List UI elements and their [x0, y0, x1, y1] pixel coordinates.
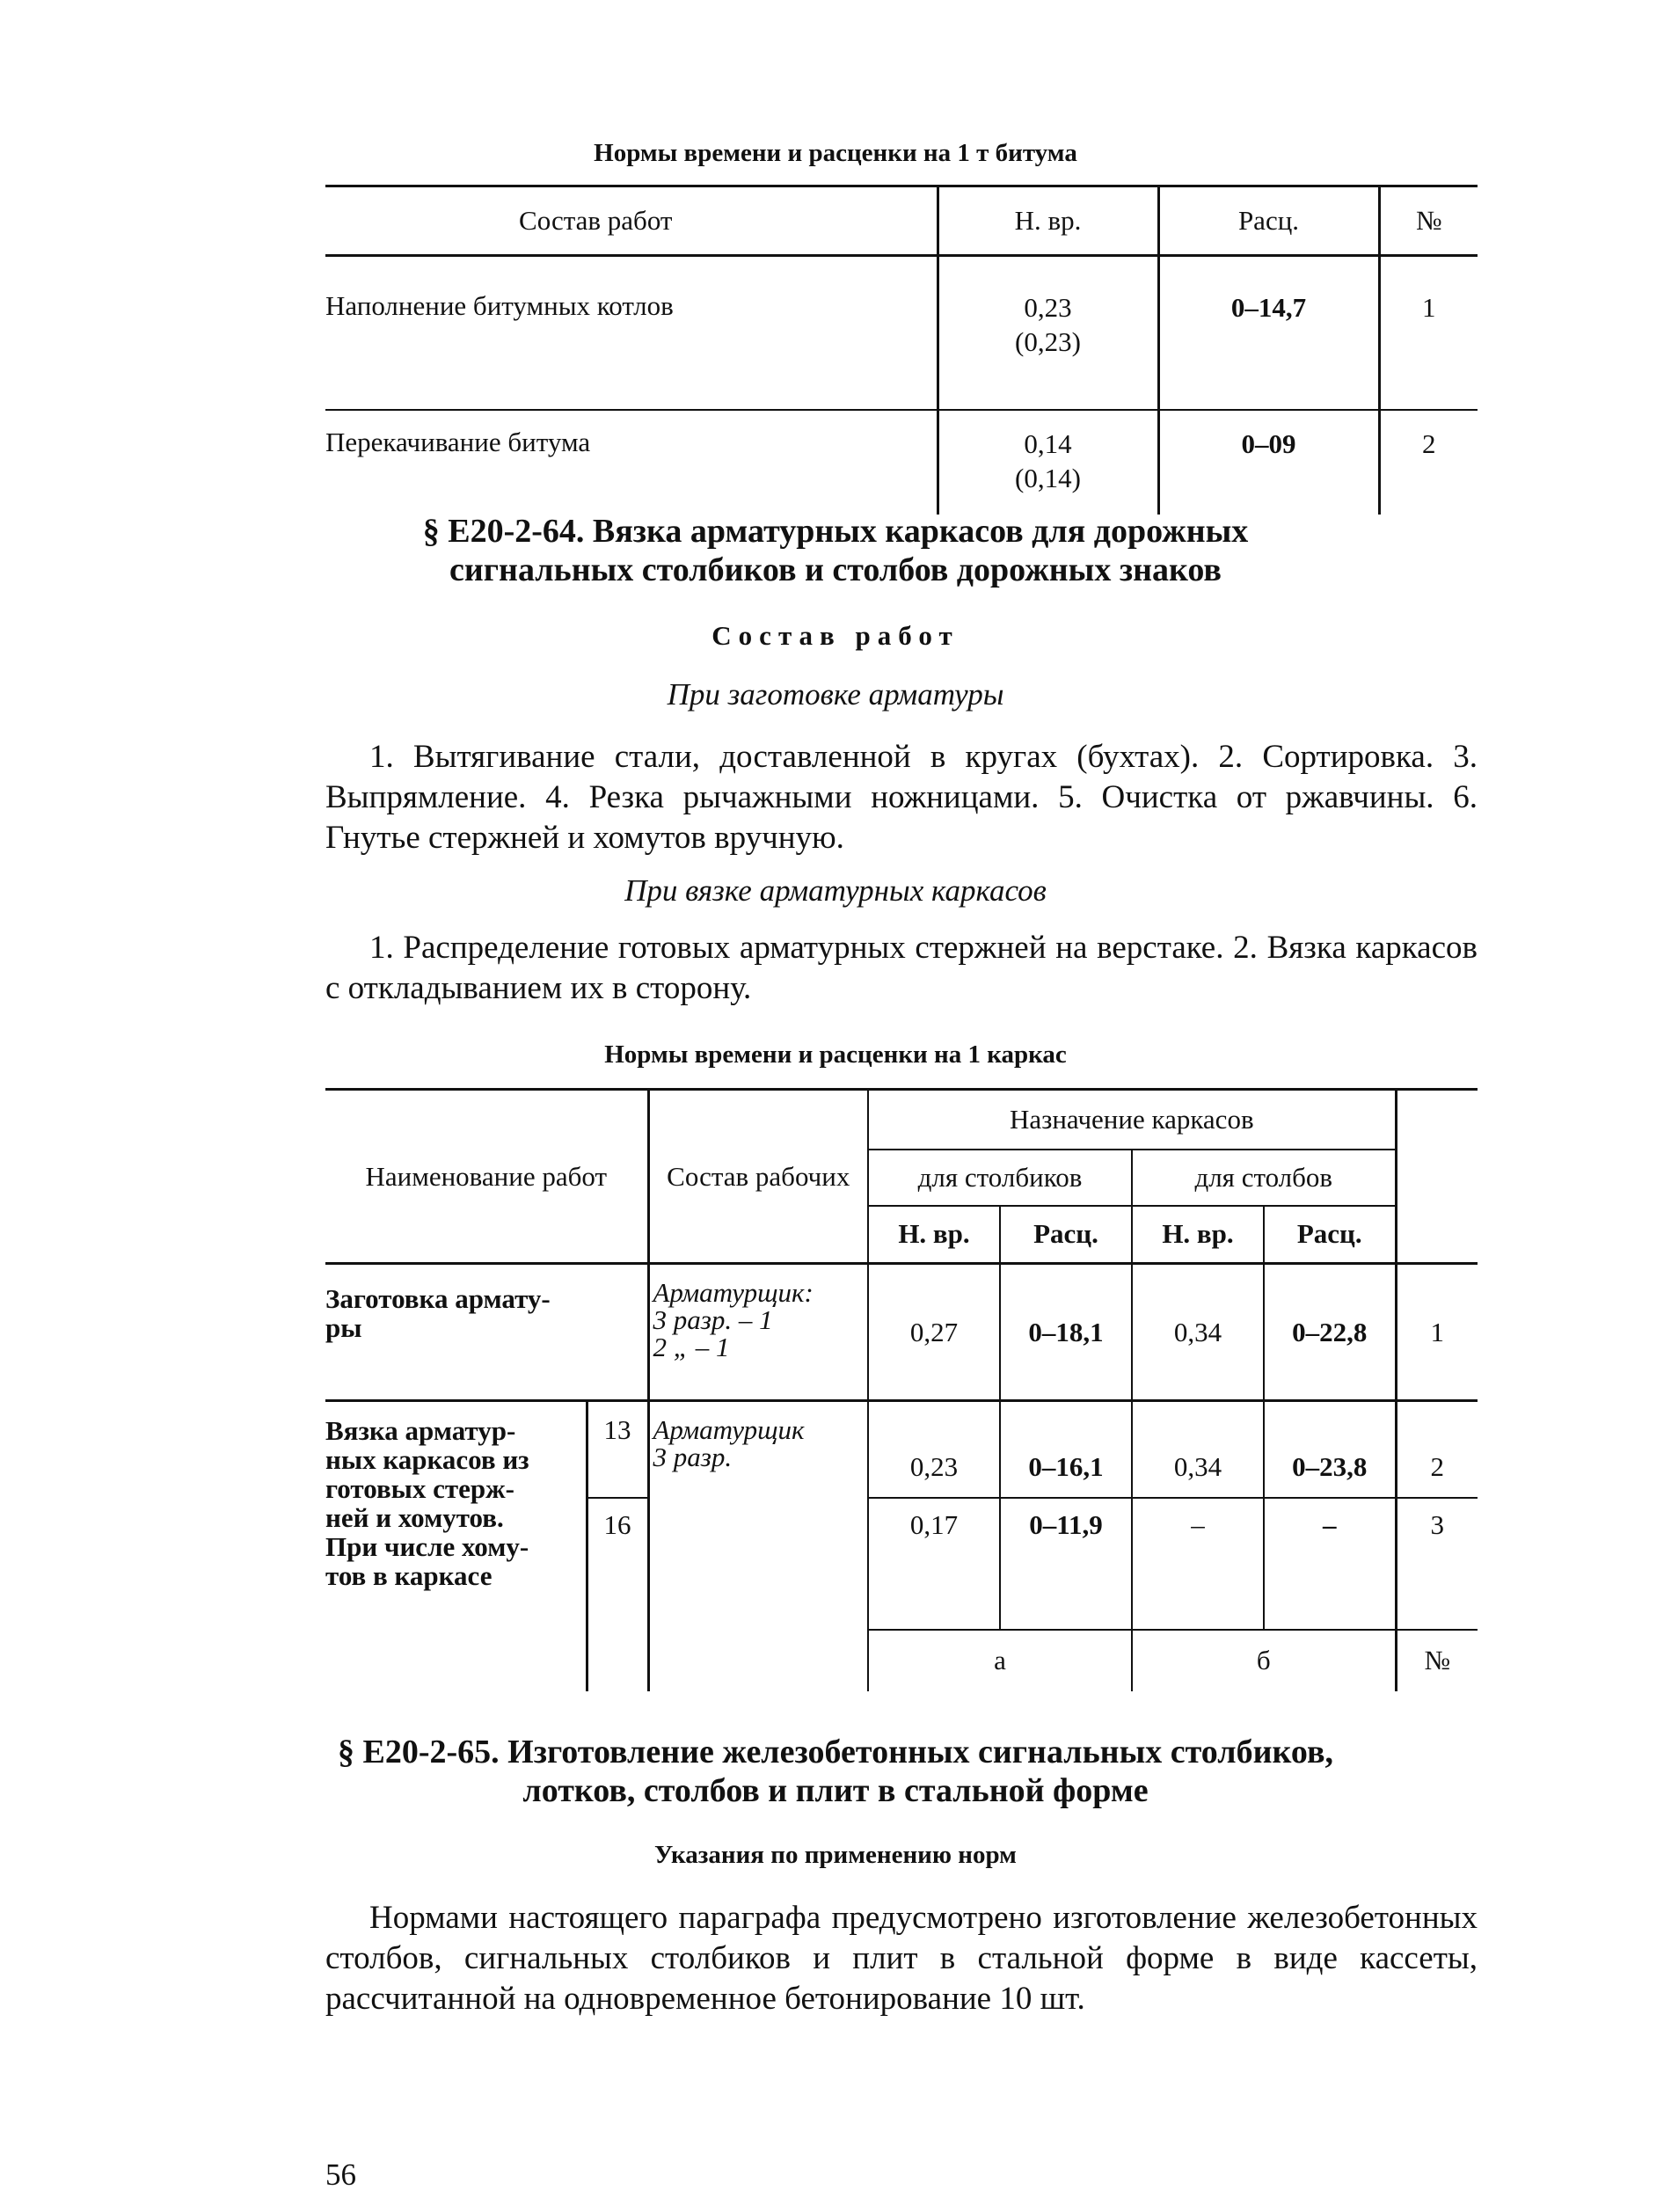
- row1-workers-line2: 3 разр. – 1: [653, 1304, 773, 1335]
- table1-norm-cell: [938, 410, 1158, 515]
- section64-heading-line2: сигнальных столбиков и столбов дорожных знаков: [449, 551, 1222, 588]
- section64-heading: [0, 512, 1671, 589]
- norm-alt-value: (0,23): [1015, 326, 1081, 357]
- section64-heading-line1: § Е20-2-64. Вязка арматурных каркасов для дорожных: [422, 513, 1249, 550]
- table1-rate-cell: 0–09: [1158, 410, 1379, 515]
- table2-row1-norm-a: 0,27: [868, 1264, 1000, 1401]
- table1-header-norm: Н. вр.: [938, 186, 1158, 256]
- table2-caption: Нормы времени и расценки на 1 каркас: [604, 1040, 1067, 1069]
- table2: [325, 1088, 1478, 1691]
- row1-workers-line1: Арматурщик:: [653, 1277, 814, 1308]
- norm-alt-value: (0,14): [1015, 463, 1081, 493]
- table-row: [325, 1264, 1478, 1401]
- table2-header-name: Наименование работ: [325, 1090, 648, 1264]
- table2-row2-number: 2: [1396, 1401, 1478, 1498]
- table2-header-workers: Состав рабочих: [648, 1090, 868, 1264]
- subheading-preparation: При заготовке арматуры: [667, 677, 1004, 712]
- table2-header-number: [1396, 1090, 1478, 1264]
- table1-caption: Нормы времени и расценки на 1 т битума: [594, 139, 1077, 167]
- table2-footer-a: а: [868, 1630, 1132, 1691]
- table2-row1-workers: [648, 1264, 868, 1401]
- table1: [325, 185, 1478, 515]
- table2-row1-norm-b: 0,34: [1132, 1264, 1264, 1401]
- table2-header-purpose: Назначение каркасов: [868, 1090, 1396, 1150]
- table2-row2-count: 13: [587, 1401, 648, 1498]
- row23-name-line3: готовых стерж-: [325, 1473, 514, 1504]
- norm-value: 0,23: [1024, 292, 1072, 323]
- table2-row3-norm-b: –: [1132, 1498, 1264, 1630]
- table2-row2-norm-a: 0,23: [868, 1401, 1000, 1498]
- row23-name-line6: тов в каркасе: [325, 1560, 493, 1591]
- section65-paragraph: Нормами настоящего параграфа предусмотрено изготовление железобетонных столбов, сигнальных столбиков и плит в стальной форме в виде кассеты, рассчитанной на одновременное бетонирование 10 шт.: [325, 1900, 1478, 2017]
- table-row: [325, 256, 1478, 411]
- paragraph-preparation: 1. Вытягивание стали, доставленной в кругах (бухтах). 2. Сортировка. 3. Выпрямление. 4. Резка рычажными ножницами. 5. Очистка от ржавчины. 6. Гнутье стержней и хомутов вручную.: [325, 739, 1478, 856]
- table2-row1-name: [325, 1264, 648, 1401]
- section65-subheading: Указания по применению норм: [654, 1841, 1017, 1869]
- row23-name-line4: ней и хомутов.: [325, 1502, 504, 1533]
- row23-name-line5: При числе хому-: [325, 1531, 529, 1562]
- table1-work-cell: Наполнение битумных котлов: [325, 256, 938, 411]
- section65-heading-line1: § Е20-2-65. Изготовление железобетонных сигнальных столбиков,: [338, 1734, 1333, 1770]
- paragraph-tying: 1. Распределение готовых арматурных стержней на верстаке. 2. Вязка каркасов с откладыванием их в сторону.: [325, 930, 1478, 1006]
- table1-header-row: [325, 186, 1478, 256]
- table2-row3-count: 16: [587, 1498, 648, 1691]
- table2-footer-b: б: [1132, 1630, 1396, 1691]
- row23-workers-line2: 3 разр.: [653, 1442, 733, 1472]
- row1-name-line2: ры: [325, 1312, 362, 1343]
- row1-workers-line3: 2 „ – 1: [653, 1332, 730, 1362]
- table1-header-rate: Расц.: [1158, 186, 1379, 256]
- table1-header-number: №: [1379, 186, 1478, 256]
- table2-row23-name: [325, 1401, 587, 1691]
- table2-footer-number: №: [1396, 1630, 1478, 1691]
- table1-header-work: Состав работ: [325, 186, 938, 256]
- table2-row3-number: 3: [1396, 1498, 1478, 1630]
- table2-row3-rate-b: –: [1264, 1498, 1396, 1630]
- table1-number-cell: 2: [1379, 410, 1478, 515]
- table1-work-cell: Перекачивание битума: [325, 427, 591, 457]
- table2-row2-rate-a: 0–16,1: [1000, 1401, 1132, 1498]
- norm-value: 0,14: [1024, 428, 1072, 459]
- table2-header-posts: для столбов: [1132, 1150, 1396, 1206]
- section65-heading-line2: лотков, столбов и плит в стальной форме: [522, 1772, 1149, 1809]
- table2-header-row1: [325, 1090, 1478, 1150]
- table1-norm-cell: [938, 256, 1158, 411]
- table1-rate-cell: 0–14,7: [1158, 256, 1379, 411]
- table2-header-rate-a: Расц.: [1000, 1206, 1132, 1264]
- table-row: [325, 410, 1478, 515]
- table1-number-cell: 1: [1379, 256, 1478, 411]
- table2-row1-number: 1: [1396, 1264, 1478, 1401]
- section65-heading: [0, 1733, 1671, 1810]
- page-number: 56: [325, 2157, 356, 2192]
- row23-name-line2: ных каркасов из: [325, 1444, 529, 1475]
- table2-row1-rate-b: 0–22,8: [1264, 1264, 1396, 1401]
- row23-name-line1: Вязка арматур-: [325, 1415, 516, 1446]
- table2-header-rate-b: Расц.: [1264, 1206, 1396, 1264]
- table2-header-posts-small: для столбиков: [868, 1150, 1132, 1206]
- table2-row3-norm-a: 0,17: [868, 1498, 1000, 1630]
- table2-header-norm-a: Н. вр.: [868, 1206, 1000, 1264]
- table2-row2-norm-b: 0,34: [1132, 1401, 1264, 1498]
- row1-name-line1: Заготовка армату-: [325, 1283, 551, 1314]
- subheading-tying: При вязке арматурных каркасов: [624, 873, 1047, 908]
- table2-row2-rate-b: 0–23,8: [1264, 1401, 1396, 1498]
- table-row: [325, 1401, 1478, 1498]
- table2-row3-rate-a: 0–11,9: [1000, 1498, 1132, 1630]
- table2-row1-rate-a: 0–18,1: [1000, 1264, 1132, 1401]
- row23-workers-line1: Арматурщик: [653, 1414, 805, 1445]
- table2-row23-workers: [648, 1401, 868, 1691]
- composition-title: Состав работ: [711, 620, 960, 651]
- table2-header-norm-b: Н. вр.: [1132, 1206, 1264, 1264]
